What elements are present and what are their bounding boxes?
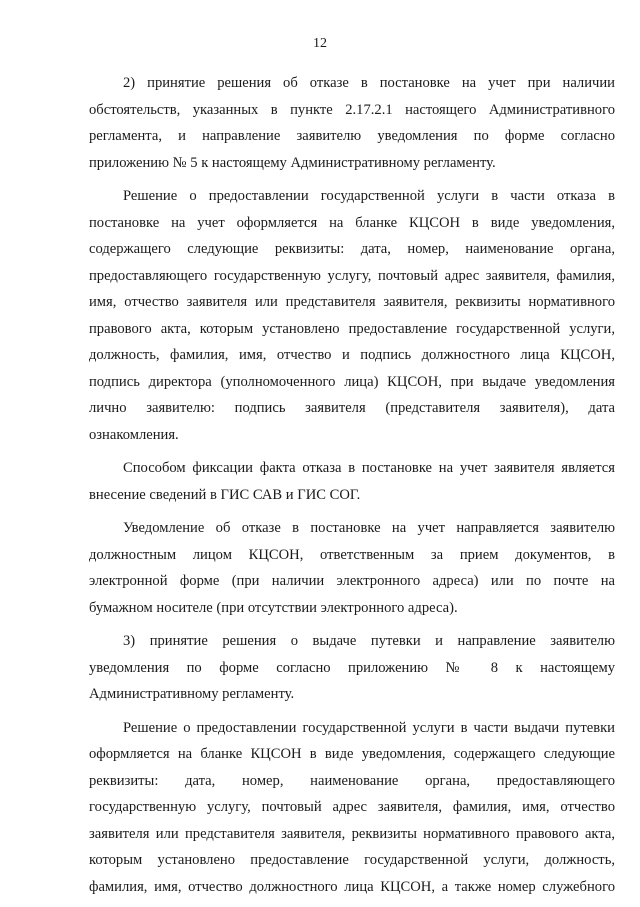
text-line: ознакомления. xyxy=(89,426,179,443)
paragraph-refusal-delivery xyxy=(89,515,615,621)
text-line: содержащего следующие реквизиты: дата, номер, наименование органа, xyxy=(89,241,615,257)
text-line: подпись директора (уполномоченного лица) КЦСОН, при выдаче уведомления xyxy=(89,373,615,390)
text-line: фамилия, имя, отчество должностного лица КЦСОН, а также номер служебного xyxy=(89,878,615,895)
paragraph-voucher-decision xyxy=(89,628,615,708)
text-line: которым установлено предоставление государственной услуги, должность, xyxy=(89,852,615,868)
text-line: Уведомление об отказе в постановке на учет направляется заявителю xyxy=(123,520,615,536)
page-number: 12 xyxy=(313,36,327,51)
text-line: реквизиты: дата, номер, наименование органа, предоставляющего xyxy=(89,772,615,789)
text-line: внесение сведений в ГИС САВ и ГИС СОГ. xyxy=(89,486,361,503)
text-line: приложению № 5 к настоящему Административному регламенту. xyxy=(89,154,496,171)
text-line: постановке на учет оформляется на бланке КЦСОН в виде уведомления, xyxy=(89,214,615,231)
paragraph-refusal-notice-requisites xyxy=(89,183,615,448)
text-line: Способом фиксации факта отказа в постановке на учет заявителя является xyxy=(123,460,615,476)
text-line: правового акта, которым установлено предоставление государственной услуги, xyxy=(89,320,615,337)
text-line: предоставляющего государственную услугу, почтовый адрес заявителя, фамилия, xyxy=(89,267,615,284)
text-line: имя, отчество заявителя или представителя заявителя, реквизиты нормативного xyxy=(89,294,615,310)
text-line: бумажном носителе (при отсутствии электронного адреса). xyxy=(89,599,458,616)
text-line: должностным лицом КЦСОН, ответственным за прием документов, в xyxy=(89,546,615,563)
text-line: 3) принятие решения о выдаче путевки и направление заявителю xyxy=(123,633,615,649)
text-line: уведомления по форме согласно приложению № 8 к настоящему xyxy=(89,659,615,676)
paragraph-voucher-notice-requisites xyxy=(89,715,615,901)
text-line: 2) принятие решения об отказе в постановке на учет при наличии xyxy=(123,75,615,91)
document-body xyxy=(89,70,615,907)
text-line: должность, фамилия, имя, отчество и подпись должностного лица КЦСОН, xyxy=(89,347,615,363)
paragraph-refusal-recording xyxy=(89,455,615,508)
text-line: обстоятельств, указанных в пункте 2.17.2.1 настоящего Административного xyxy=(89,101,615,118)
text-line: лично заявителю: подпись заявителя (представителя заявителя), дата xyxy=(89,400,615,416)
text-line: Решение о предоставлении государственной услуги в части отказа в xyxy=(123,188,615,204)
text-line: заявителя или представителя заявителя, реквизиты нормативного правового акта, xyxy=(89,825,615,842)
text-line: оформляется на бланке КЦСОН в виде уведомления, содержащего следующие xyxy=(89,746,615,762)
text-line: Административному регламенту. xyxy=(89,686,295,702)
text-line: электронной форме (при наличии электронного адреса) или по почте на xyxy=(89,573,615,589)
text-line: регламента, и направление заявителю уведомления по форме согласно xyxy=(89,128,615,144)
text-line: государственную услугу, почтовый адрес заявителя, фамилия, имя, отчество xyxy=(89,799,615,815)
paragraph-refusal-decision xyxy=(89,70,615,176)
text-line: Решение о предоставлении государственной услуги в части выдачи путевки xyxy=(123,719,615,736)
